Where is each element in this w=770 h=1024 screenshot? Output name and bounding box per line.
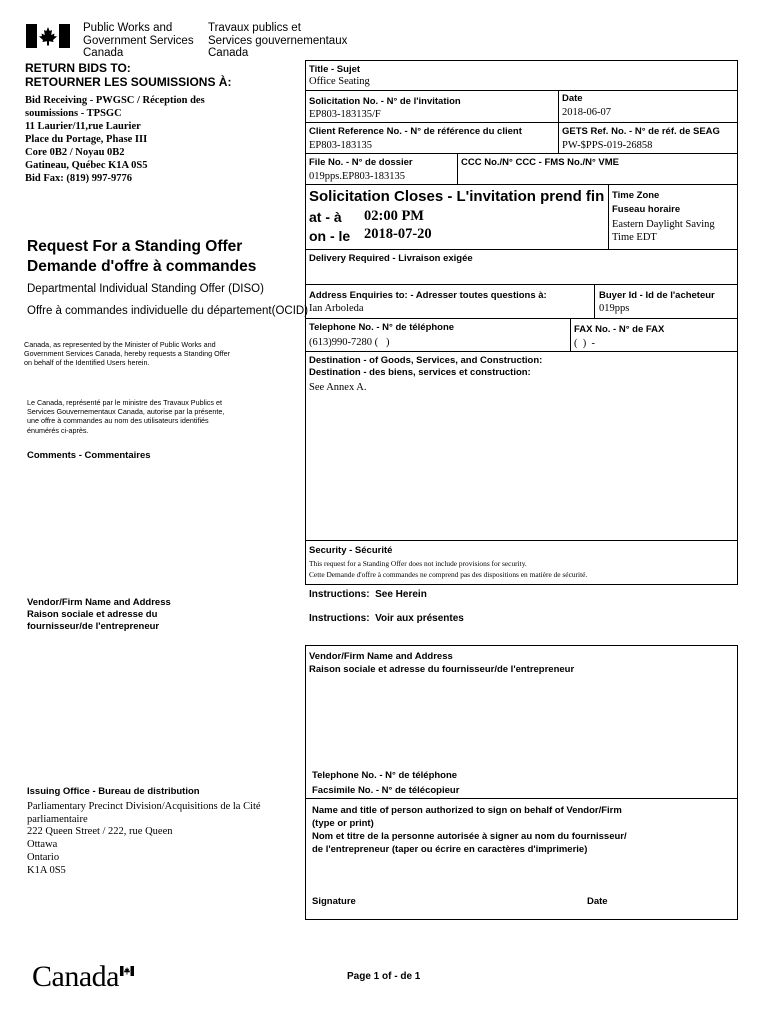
address-line: Core 0B2 / Noyau 0B2 (25, 147, 125, 158)
destination-label-fr: Destination - des biens, services et construction: (309, 367, 531, 378)
request-title (27, 237, 256, 277)
para-line: Services Gouvernementaux Canada, autorise par la présente, (27, 407, 225, 417)
buyer-label: Buyer Id - Id de l'acheteur (599, 290, 715, 301)
enquiries-value: Ian Arboleda (309, 303, 364, 314)
request-title-en: Request For a Standing Offer (27, 238, 243, 255)
canada-wordmark-text: Canada (32, 960, 119, 993)
file-label: File No. - N° de dossier (309, 157, 413, 168)
vendor-label-line: Vendor/Firm Name and Address (27, 597, 171, 608)
timezone-value (612, 218, 715, 244)
vendor-box-label-en: Vendor/Firm Name and Address (309, 651, 453, 662)
para-line: Government Services Canada, hereby requests a Standing Offer (24, 349, 231, 359)
closes-on-label: on - le (309, 228, 351, 244)
dept-en-line: Public Works and (83, 22, 173, 34)
security-line: Cette Demande d'offre à commandes ne comprend pas des dispositions en matière de sécurité. (309, 570, 588, 579)
vendor-name-address-area[interactable] (310, 680, 734, 768)
comments-label: Comments - Commentaires (27, 450, 151, 461)
telephone-value: (613)990-7280 ( ) (309, 337, 390, 348)
telephone-label: Telephone No. - N° de téléphone (309, 322, 455, 333)
date-label: Date (562, 93, 583, 104)
para-line: on behalf of the Identified Users herein. (24, 358, 150, 368)
destination-value: See Annex A. (309, 382, 367, 393)
timezone-label-fr: Fuseau horaire (612, 204, 681, 215)
gets-label: GETS Ref. No. - N° de réf. de SEAG (562, 126, 720, 137)
dept-en-line: Canada (83, 47, 124, 59)
timezone-label (612, 189, 680, 217)
timezone-value-line: Eastern Daylight Saving (612, 219, 715, 230)
closes-at-label: at - à (309, 209, 342, 225)
title-value: Office Seating (309, 76, 370, 87)
signer-name-area[interactable] (310, 860, 734, 890)
title-label: Title - Sujet (309, 64, 361, 75)
vendor-label-line: Raison sociale et adresse du (27, 609, 158, 620)
request-paragraph-en (24, 340, 230, 368)
signature-date-label: Date (587, 896, 608, 907)
vendor-box-label-fr: Raison sociale et adresse du fournisseur/de l'entrepreneur (309, 664, 575, 675)
client-ref-label: Client Reference No. - N° de référence du client (309, 126, 522, 137)
diso-fr: Offre à commandes individuelle du département(OCID) (27, 305, 309, 317)
dept-fr-line: Travaux publics et (208, 22, 301, 34)
issuing-line: Ontario (27, 851, 60, 863)
vendor-label-line: fournisseur/de l'entrepreneur (27, 621, 160, 632)
signer-label-line: de l'entrepreneur (taper ou écrire en caractères d'imprimerie) (312, 844, 588, 855)
signature-label: Signature (312, 896, 356, 907)
dept-fr-line: Services gouvernementaux (208, 34, 348, 47)
closes-on-value: 2018-07-20 (364, 226, 432, 242)
signer-label-line: Name and title of person authorized to sign on behalf of Vendor/Firm (312, 805, 622, 816)
fax-value: ( ) - (574, 338, 595, 349)
return-bids-title (25, 61, 231, 89)
para-line: Le Canada, représenté par le ministre des Travaux Publics et (27, 398, 222, 407)
dept-fr-line: Canada (208, 47, 249, 59)
timezone-value-line: Time EDT (612, 232, 657, 243)
return-bids-title-en: RETURN BIDS TO: (25, 61, 131, 75)
vendor-telephone-label: Telephone No. - N° de téléphone (312, 770, 458, 781)
address-line: Place du Portage, Phase III (25, 134, 148, 145)
address-line: Bid Fax: (819) 997-9776 (25, 173, 133, 184)
gets-value: PW-$PPS-019-26858 (562, 140, 653, 151)
address-line: soumissions - TPSGC (25, 108, 122, 119)
delivery-label: Delivery Required - Livraison exigée (309, 253, 473, 264)
wordmark-flag-icon (120, 963, 134, 973)
para-line: Canada, as represented by the Minister of Public Works and (24, 340, 216, 349)
security-line: This request for a Standing Offer does not include provisions for security. (309, 559, 527, 568)
address-line: 11 Laurier/11,rue Laurier (25, 121, 141, 132)
signer-label-line: (type or print) (312, 818, 374, 829)
issuing-line: Parliamentary Precinct Division/Acquisitions de la Cité (27, 801, 261, 812)
instructions-en: Instructions: See Herein (309, 589, 427, 600)
client-ref-value: EP803-183135 (309, 140, 372, 151)
address-line: Bid Receiving - PWGSC / Réception des (25, 95, 205, 106)
buyer-value: 019pps (599, 303, 630, 314)
department-name-fr (208, 22, 347, 60)
page-number: Page 1 of - de 1 (347, 971, 421, 982)
vendor-box-label (309, 650, 574, 676)
solicitation-value: EP803-183135/F (309, 109, 381, 120)
issuing-line: parliamentaire (27, 813, 88, 825)
security-label: Security - Sécurité (309, 545, 393, 556)
issuing-line: 222 Queen Street / 222, rue Queen (27, 826, 173, 838)
vendor-label-left (27, 597, 171, 633)
vendor-facsimile-label: Facsimile No. - N° de télécopieur (312, 785, 460, 796)
destination-label (309, 355, 542, 379)
file-value: 019pps.EP803-183135 (309, 171, 405, 182)
request-paragraph-fr (27, 398, 224, 435)
return-bids-address (25, 94, 205, 185)
signer-label-line: Nom et titre de la personne autorisée à signer au nom du fournisseur/ (312, 831, 627, 842)
issuing-line: K1A 0S5 (27, 864, 66, 876)
issuing-line: Ottawa (27, 839, 58, 851)
timezone-label-en: Time Zone (612, 190, 660, 201)
closes-title: Solicitation Closes - L'invitation prend fin (309, 188, 605, 205)
para-line: une offre à commandes au nom des utilisateurs identifiés (27, 416, 209, 426)
issuing-office-label: Issuing Office - Bureau de distribution (27, 786, 200, 797)
solicitation-label: Solicitation No. - N° de l'invitation (309, 96, 461, 107)
dept-en-line: Government Services (83, 34, 194, 47)
closes-at-value: 02:00 PM (364, 208, 424, 224)
canada-flag-icon (26, 24, 70, 48)
issuing-office-address (27, 801, 261, 877)
date-value: 2018-06-07 (562, 107, 611, 118)
diso-en: Departmental Individual Standing Offer (DISO) (27, 283, 264, 295)
department-name-en (83, 22, 194, 60)
enquiries-label: Address Enquiries to: - Adresser toutes questions à: (309, 290, 547, 301)
security-text (309, 558, 587, 580)
return-bids-title-fr: RETOURNER LES SOUMISSIONS À: (25, 75, 232, 89)
fax-label: FAX No. - N° de FAX (574, 324, 665, 335)
signer-label (312, 804, 627, 856)
para-line: énumérés ci-après. (27, 425, 89, 435)
ccc-label: CCC No./N° CCC - FMS No./N° VME (461, 157, 620, 168)
request-title-fr: Demande d'offre à commandes (27, 258, 257, 275)
address-line: Gatineau, Québec K1A 0S5 (25, 160, 148, 171)
canada-wordmark (32, 960, 119, 994)
instructions-fr: Instructions: Voir aux présentes (309, 613, 464, 624)
destination-label-en: Destination - of Goods, Services, and Construction: (309, 355, 543, 366)
